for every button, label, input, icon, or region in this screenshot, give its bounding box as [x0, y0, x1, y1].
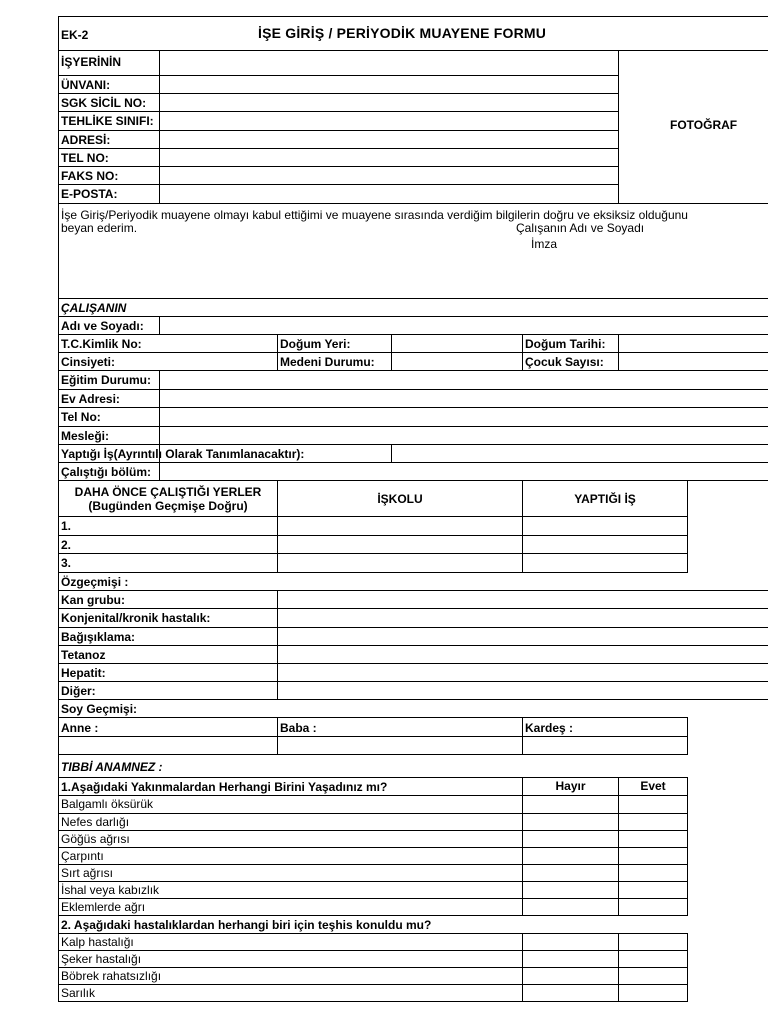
- symptom-no-checkbox[interactable]: [523, 848, 618, 864]
- profession-field[interactable]: [160, 427, 768, 444]
- employer-sgk-label: SGK SİCİL NO:: [61, 96, 147, 110]
- employer-hazard-label: TEHLİKE SINIFI:: [61, 114, 154, 128]
- symptom-yes-checkbox[interactable]: [619, 848, 687, 864]
- employer-hazard-field[interactable]: [160, 112, 618, 130]
- photo-label: FOTOĞRAF: [670, 118, 738, 132]
- history-row-3-industry[interactable]: [278, 554, 522, 572]
- symptom-label: Çarpıntı: [61, 849, 104, 863]
- history-row-1-job[interactable]: [523, 517, 687, 535]
- children-count-field[interactable]: [619, 353, 768, 370]
- sibling-field[interactable]: [523, 737, 687, 754]
- employer-title-field[interactable]: [160, 76, 618, 93]
- birthplace-label: Doğum Yeri:: [280, 337, 351, 351]
- industry-header: İŞKOLU: [377, 492, 423, 506]
- symptom-yes-checkbox[interactable]: [619, 899, 687, 915]
- blood-type-label: Kan grubu:: [61, 593, 125, 607]
- marital-status-label: Medeni Durumu:: [280, 355, 375, 369]
- history-row-2-workplace[interactable]: [80, 536, 277, 553]
- disease-no-checkbox[interactable]: [523, 985, 618, 1001]
- chronic-disease-field[interactable]: [278, 609, 768, 627]
- department-label: Çalıştığı bölüm:: [61, 465, 151, 479]
- mother-field[interactable]: [59, 737, 277, 754]
- birthplace-field[interactable]: [392, 335, 522, 352]
- employer-email-field[interactable]: [160, 185, 618, 203]
- previous-workplaces-header: DAHA ÖNCE ÇALIŞTIĞI YERLER: [74, 485, 262, 499]
- home-address-field[interactable]: [160, 390, 768, 407]
- history-row-2-industry[interactable]: [278, 536, 522, 553]
- sibling-label: Kardeş :: [525, 721, 574, 735]
- employer-fax-label: FAKS NO:: [61, 169, 119, 183]
- tc-id-field[interactable]: [160, 335, 277, 352]
- symptom-label: Nefes darlığı: [61, 815, 130, 829]
- employer-address-field[interactable]: [160, 131, 618, 148]
- birthdate-label: Doğum Tarihi:: [525, 337, 606, 351]
- symptom-label: Göğüs ağrısı: [61, 832, 130, 846]
- history-row-3-workplace[interactable]: [80, 554, 277, 572]
- symptom-label: Eklemlerde ağrı: [61, 900, 146, 914]
- signature-area[interactable]: [520, 254, 690, 294]
- immunization-label: Bağışıklama:: [61, 630, 136, 644]
- history-row-1-workplace[interactable]: [80, 517, 277, 535]
- disease-no-checkbox[interactable]: [523, 968, 618, 984]
- symptom-no-checkbox[interactable]: [523, 814, 618, 830]
- disease-label: Kalp hastalığı: [61, 935, 134, 949]
- father-field[interactable]: [278, 737, 522, 754]
- signer-name-label: Çalışanın Adı ve Soyadı: [516, 221, 645, 235]
- symptom-yes-checkbox[interactable]: [619, 831, 687, 847]
- symptom-label: Balgamlı öksürük: [61, 797, 154, 811]
- disease-label: Böbrek rahatsızlığı: [61, 969, 162, 983]
- chronic-disease-label: Konjenital/kronik hastalık:: [61, 611, 211, 625]
- symptom-yes-checkbox[interactable]: [619, 882, 687, 898]
- blood-type-field[interactable]: [278, 591, 768, 608]
- father-label: Baba :: [280, 721, 317, 735]
- mother-label: Anne :: [61, 721, 99, 735]
- children-count-label: Çocuk Sayısı:: [525, 355, 604, 369]
- hepatitis-label: Hepatit:: [61, 666, 106, 680]
- employee-heading: ÇALIŞANIN: [61, 301, 127, 315]
- immunization-field[interactable]: [278, 628, 768, 645]
- employer-name-field[interactable]: [160, 51, 618, 75]
- disease-label: Sarılık: [61, 986, 96, 1000]
- history-row-2-job[interactable]: [523, 536, 687, 553]
- employer-email-label: E-POSTA:: [61, 187, 118, 201]
- form-title: İŞE GİRİŞ / PERİYODİK MUAYENE FORMU: [258, 25, 547, 41]
- education-field[interactable]: [160, 371, 768, 389]
- employer-phone-label: TEL NO:: [61, 151, 109, 165]
- employer-sgk-field[interactable]: [160, 94, 618, 111]
- history-row-3-label: 3.: [61, 556, 72, 570]
- employee-phone-label: Tel No:: [61, 410, 101, 424]
- employee-phone-field[interactable]: [160, 408, 768, 426]
- symptom-no-checkbox[interactable]: [523, 796, 618, 813]
- symptom-no-checkbox[interactable]: [523, 882, 618, 898]
- employee-name-label: Adı ve Soyadı:: [61, 319, 144, 333]
- background-heading: Özgeçmişi :: [61, 575, 129, 589]
- department-field[interactable]: [160, 463, 768, 480]
- birthdate-field[interactable]: [619, 335, 768, 352]
- tc-id-label: T.C.Kimlik No:: [61, 337, 142, 351]
- employer-address-label: ADRESİ:: [61, 133, 111, 147]
- history-row-1-label: 1.: [61, 519, 72, 533]
- employer-phone-field[interactable]: [160, 149, 618, 166]
- symptom-label: Sırt ağrısı: [61, 866, 114, 880]
- gender-field[interactable]: [160, 353, 277, 370]
- gender-label: Cinsiyeti:: [61, 355, 116, 369]
- photo-box[interactable]: [619, 51, 768, 203]
- disease-yes-checkbox[interactable]: [619, 985, 687, 1001]
- consent-text-line2: beyan ederim.: [61, 221, 138, 235]
- other-label: Diğer:: [61, 684, 96, 698]
- job-description-field[interactable]: [392, 445, 768, 462]
- employee-name-field[interactable]: [160, 317, 768, 334]
- symptom-label: İshal veya kabızlık: [61, 883, 160, 897]
- disease-label: Şeker hastalığı: [61, 952, 142, 966]
- yes-column-header: Evet: [640, 779, 666, 793]
- previous-workplaces-subheader: (Bugünden Geçmişe Doğru): [88, 499, 248, 513]
- symptom-no-checkbox[interactable]: [523, 865, 618, 881]
- anamnesis-heading: TIBBİ ANAMNEZ :: [61, 760, 163, 774]
- disease-yes-checkbox[interactable]: [619, 951, 687, 967]
- diagnosis-question: 2. Aşağıdaki hastalıklardan herhangi biri için teşhis konuldu mu?: [61, 918, 432, 932]
- tetanus-field[interactable]: [278, 646, 768, 663]
- profession-label: Mesleği:: [61, 429, 110, 443]
- history-row-3-job[interactable]: [523, 554, 687, 572]
- hepatitis-field[interactable]: [278, 664, 768, 681]
- family-history-heading: Soy Geçmişi:: [61, 702, 138, 716]
- complaints-question: 1.Aşağıdaki Yakınmalardan Herhangi Birini Yaşadınız mı?: [61, 780, 388, 794]
- symptom-no-checkbox[interactable]: [523, 831, 618, 847]
- job-description-label: Yaptığı İş(Ayrıntılı Olarak Tanımlanacaktır):: [61, 447, 305, 461]
- signature-label: İmza: [531, 237, 558, 251]
- marital-status-field[interactable]: [392, 353, 522, 370]
- employer-heading: İŞYERİNİN: [61, 55, 122, 69]
- symptom-no-checkbox[interactable]: [523, 899, 618, 915]
- employer-fax-field[interactable]: [160, 167, 618, 184]
- symptom-yes-checkbox[interactable]: [619, 865, 687, 881]
- consent-text-line1: İşe Giriş/Periyodik muayene olmayı kabul ettiğimi ve muayene sırasında verdiğim bilgilerin doğru ve eksiksiz olduğunu: [61, 208, 688, 222]
- history-row-1-industry[interactable]: [278, 517, 522, 535]
- tetanus-label: Tetanoz: [61, 648, 106, 662]
- disease-yes-checkbox[interactable]: [619, 934, 687, 950]
- no-column-header: Hayır: [555, 779, 586, 793]
- symptom-yes-checkbox[interactable]: [619, 796, 687, 813]
- employer-title-label: ÜNVANI:: [61, 78, 111, 92]
- disease-yes-checkbox[interactable]: [619, 968, 687, 984]
- job-done-header: YAPTIĞI İŞ: [574, 492, 636, 506]
- form-code: EK-2: [61, 28, 89, 42]
- other-field[interactable]: [278, 682, 768, 699]
- home-address-label: Ev Adresi:: [61, 392, 120, 406]
- disease-no-checkbox[interactable]: [523, 951, 618, 967]
- disease-no-checkbox[interactable]: [523, 934, 618, 950]
- education-label: Eğitim Durumu:: [61, 373, 151, 387]
- symptom-yes-checkbox[interactable]: [619, 814, 687, 830]
- history-row-2-label: 2.: [61, 538, 72, 552]
